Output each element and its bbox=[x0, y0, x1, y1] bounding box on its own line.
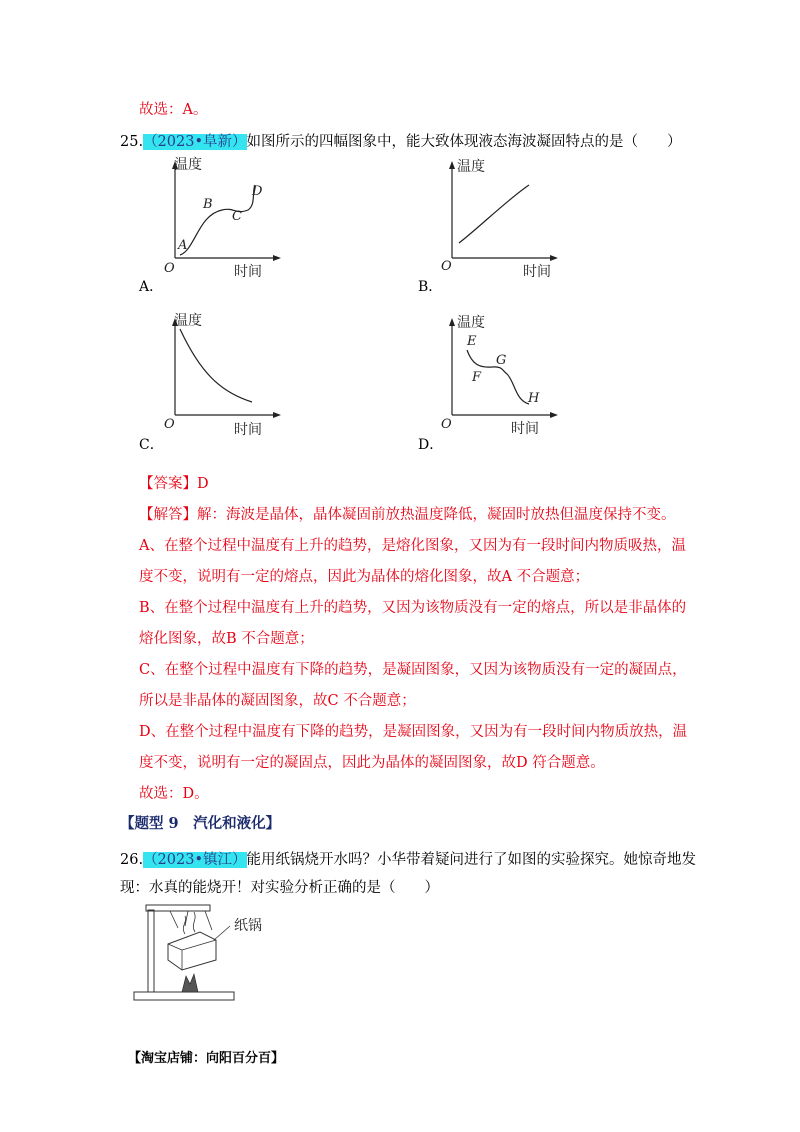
point-label: E bbox=[467, 334, 477, 349]
source-tag: （2023•镇江） bbox=[143, 852, 247, 868]
analysis-line: 所以是非晶体的凝固图象，故C 不合题意； bbox=[139, 693, 416, 709]
analysis-line: 熔化图象，故B 不合题意； bbox=[139, 631, 314, 647]
paper-pot-figure bbox=[130, 896, 290, 1015]
footer-shop: 【淘宝店铺：向阳百分百】 bbox=[128, 1051, 285, 1066]
origin-label: O bbox=[441, 417, 452, 432]
x-axis-label: 时间 bbox=[523, 264, 551, 280]
x-axis-label: 时间 bbox=[234, 264, 262, 280]
analysis-line: 度不变，说明有一定的凝固点，因此为晶体的凝固图象，故D 符合题意。 bbox=[139, 755, 605, 771]
figure-label: 纸锅 bbox=[234, 918, 262, 934]
analysis-line: C、在整个过程中温度有下降的趋势，是凝固图象，又因为该物质没有一定的凝固点， bbox=[139, 662, 687, 678]
question-26-stem-cont: 现：水真的能烧开！对实验分析正确的是（ ） bbox=[120, 880, 439, 896]
analysis-line: D、在整个过程中温度有下降的趋势，是凝固图象，又因为有一段时间内物质放热，温 bbox=[139, 724, 688, 740]
point-label: F bbox=[472, 370, 482, 385]
question-text: 能用纸锅烧开水吗？小华带着疑问进行了如图的实验探究。她惊奇地发 bbox=[246, 852, 697, 868]
question-text: 如图所示的四幅图象中，能大致体现液态海波凝固特点的是（ ） bbox=[246, 134, 682, 150]
x-axis-label: 时间 bbox=[234, 422, 262, 438]
origin-label: O bbox=[164, 261, 175, 276]
origin-label: O bbox=[164, 417, 175, 432]
graph-d bbox=[437, 312, 567, 441]
question-number: 26. bbox=[120, 852, 144, 868]
point-label: D bbox=[252, 184, 263, 199]
graph-c bbox=[160, 312, 290, 441]
prev-answer: 故选：A。 bbox=[139, 102, 208, 118]
source-tag: （2023•阜新） bbox=[143, 134, 247, 150]
analysis-line: A、在整个过程中温度有上升的趋势，是熔化图象，又因为有一段时间内物质吸热，温 bbox=[139, 538, 686, 554]
point-label: H bbox=[528, 391, 540, 406]
question-25-stem bbox=[120, 130, 682, 151]
question-number: 25. bbox=[120, 134, 144, 150]
option-d: D． bbox=[418, 437, 444, 453]
analysis-line: 度不变，说明有一定的熔点，因此为晶体的熔化图象，故A 不合题意； bbox=[139, 569, 590, 585]
graph-b bbox=[437, 155, 567, 284]
question-26-stem bbox=[120, 848, 696, 869]
option-b: B． bbox=[418, 279, 443, 295]
point-label: A bbox=[178, 238, 188, 253]
analysis-line: B、在整个过程中温度有上升的趋势，又因为该物质没有一定的熔点，所以是非晶体的 bbox=[139, 600, 687, 616]
option-c: C． bbox=[139, 437, 164, 453]
analysis-line: 故选：D。 bbox=[139, 786, 209, 802]
answer: 【答案】D bbox=[139, 476, 209, 492]
x-axis-label: 时间 bbox=[511, 421, 539, 437]
y-axis-label: 温度 bbox=[457, 315, 485, 331]
origin-label: O bbox=[441, 259, 452, 274]
y-axis-label: 温度 bbox=[174, 157, 202, 173]
y-axis-label: 温度 bbox=[457, 159, 485, 175]
point-label: C bbox=[232, 209, 242, 224]
graph-a bbox=[160, 155, 290, 284]
analysis-head: 【解答】 bbox=[139, 507, 197, 523]
section-heading: 【题型 9 汽化和液化】 bbox=[120, 815, 281, 832]
analysis-line: 【解答】解：海波是晶体，晶体凝固前放热温度降低，凝固时放热但温度保持不变。 bbox=[139, 507, 676, 523]
y-axis-label: 温度 bbox=[174, 313, 202, 329]
option-a: A． bbox=[139, 279, 164, 295]
point-label: G bbox=[496, 353, 507, 368]
point-label: B bbox=[203, 197, 213, 212]
